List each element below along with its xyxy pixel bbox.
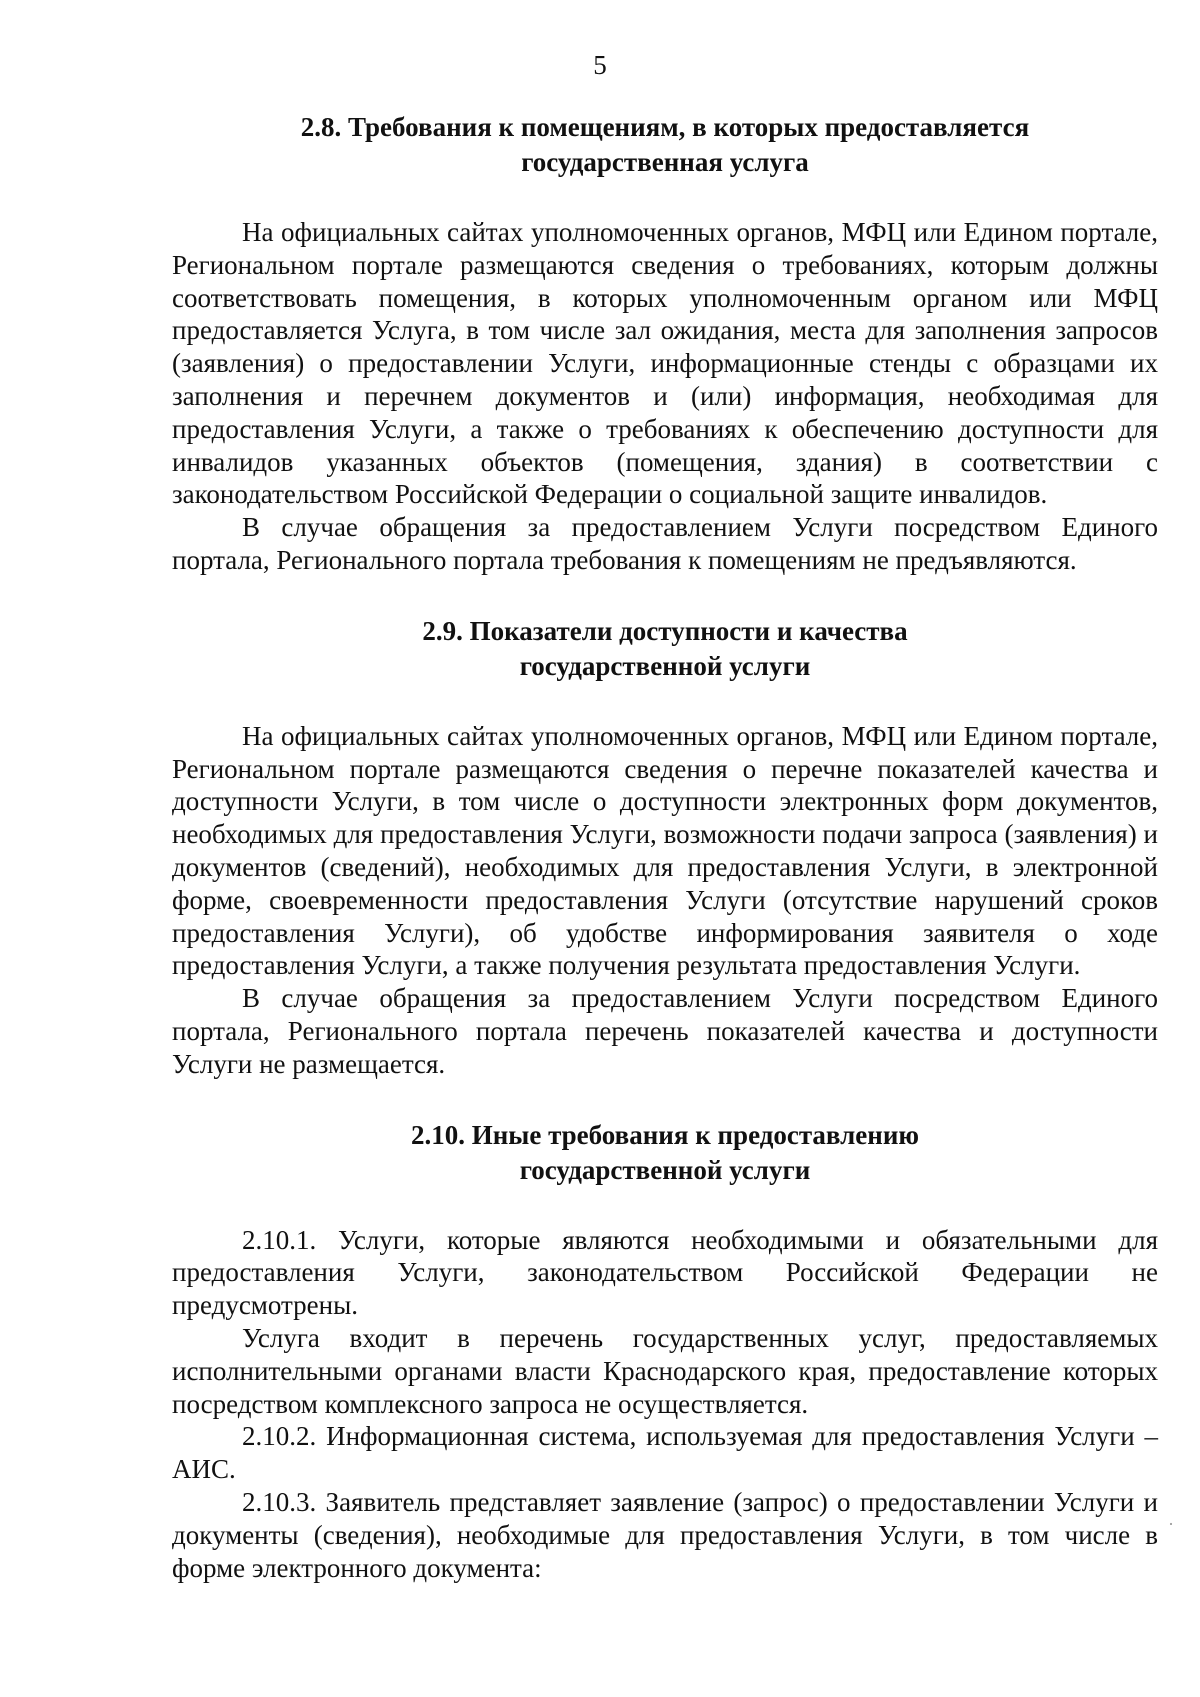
scan-mark: · (1168, 1514, 1174, 1534)
section-2-10 (172, 1118, 1158, 1585)
section-heading-line: 2.10. Иные требования к предоставлению (410, 1119, 920, 1150)
section-2-8 (172, 110, 1158, 577)
section-heading (172, 1118, 1158, 1188)
paragraph: Услуга входит в перечень государственных услуг, предоставляемых исполнительными органами власти Краснодарского края, предоставление которых посредством комплексного запроса не осуществляется. (172, 1322, 1158, 1419)
paragraph: 2.10.2. Информационная система, используемая для предоставления Услуги – АИС. (172, 1421, 1158, 1485)
paragraph: В случае обращения за предоставлением Услуги посредством Единого портала, Регионального портала перечень показателей качества и доступности Услуги не размещается. (172, 983, 1158, 1079)
paragraph: В случае обращения за предоставлением Услуги посредством Единого портала, Регионального портала требования к помещениям не предъявляются. (172, 512, 1158, 575)
section-heading-line: государственной услуги (519, 650, 811, 681)
section-2-9 (172, 614, 1158, 1081)
section-heading-line: 2.9. Показатели доступности и качества (422, 615, 908, 646)
section-heading-line: государственной услуги (519, 1154, 811, 1185)
paragraph: 2.10.1. Услуги, которые являются необходимыми и обязательными для предоставления Услуги, законодательством Российской Федерации не предусмотрены. (172, 1224, 1158, 1321)
document-body (172, 110, 1158, 1584)
paragraph: На официальных сайтах уполномоченных органов, МФЦ или Едином портале, Региональном портале размещаются сведения о перечне показателей качества и доступности Услуги, в том числе о доступности электронных форм документов, необходимых для предоставления Услуги, возможности подачи запроса (заявления) и документов (сведений), необходимых для предоставления Услуги, в электронной форме, своевременности предоставления Услуги (отсутствие нарушений сроков предоставления Услуги), об удобстве информирования заявителя о ходе предоставления Услуги, а также получения результата предоставления Услуги. (172, 720, 1158, 981)
paragraph: На официальных сайтах уполномоченных органов, МФЦ или Едином портале, Региональном портале размещаются сведения о требованиях, которым должны соответствовать помещения, в которых уполномоченным органом или МФЦ предоставляется Услуга, в том числе зал ожидания, места для заполнения запросов (заявления) о предоставлении Услуги, информационные стенды с образцами их заполнения и перечнем документов и (или) информация, необходимая для предоставления Услуги, а также о требованиях к обеспечению доступности для инвалидов указанных объектов (помещения, здания) в соответствии с законодательством Российской Федерации о социальной защите инвалидов. (172, 217, 1158, 510)
page-number: 5 (593, 50, 607, 80)
section-heading-line: 2.8. Требования к помещениям, в которых предоставляется (300, 112, 1030, 142)
section-heading (172, 110, 1158, 180)
section-heading-line: государственная услуга (521, 147, 809, 177)
section-heading (172, 614, 1158, 684)
paragraph: 2.10.3. Заявитель представляет заявление (запрос) о предоставлении Услуги и документы (сведения), необходимые для предоставления Услуги, в том числе в форме электронного документа: (172, 1486, 1158, 1583)
